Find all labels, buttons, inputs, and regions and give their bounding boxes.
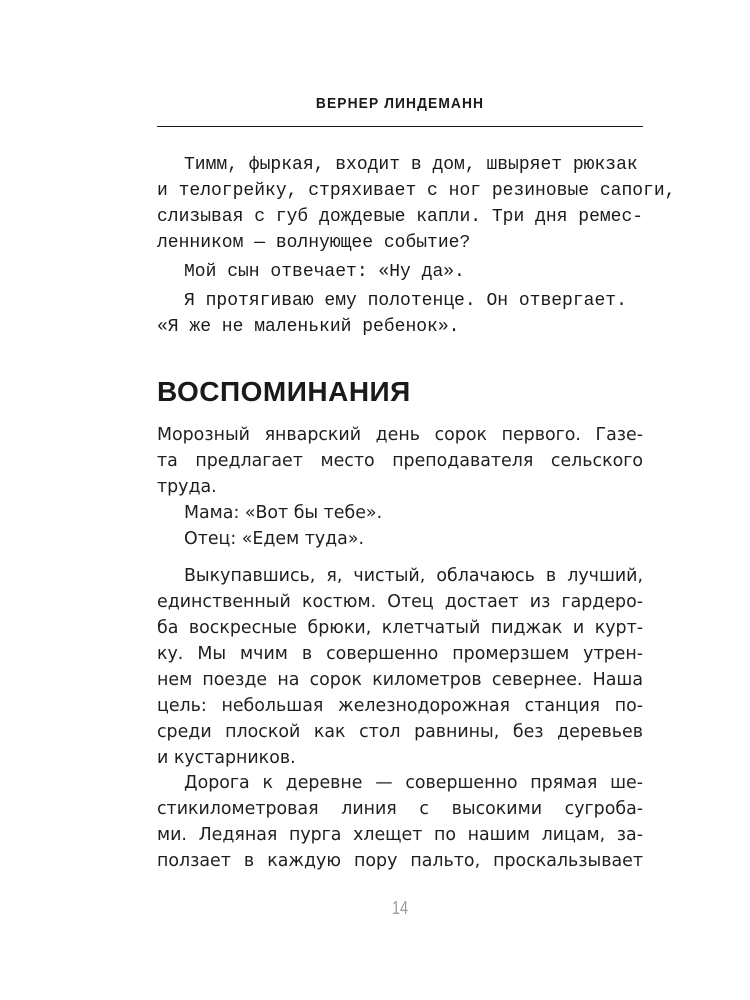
text-line: ленником — волнующее событие? [157, 233, 471, 253]
text-line: нем поезде на сорок километров севернее. Наша [157, 670, 643, 690]
intro-paragraph-2 [157, 259, 643, 285]
text-line: единственный костюм. Отец достает из гардеро- [157, 592, 643, 612]
text-line: Я протягиваю ему полотенце. Он отвергает. [184, 291, 627, 311]
text-line: стикилометровая линия с высокими сугроба- [157, 799, 643, 819]
intro-paragraph-1 [157, 152, 676, 256]
dialogue-father: Отец: «Едем туда». [184, 529, 365, 549]
header-rule [157, 126, 643, 127]
intro-text [157, 152, 676, 340]
text-line: Дорога к деревне — совершенно прямая ше- [184, 773, 643, 793]
dialogue-mama: Мама: «Вот бы тебе». [184, 503, 383, 523]
intro-paragraph-3 [157, 288, 643, 340]
text-line: Морозный январский день сорок первого. Газе- [157, 425, 643, 445]
body-paragraph-3 [157, 770, 643, 874]
text-line: ку. Мы мчим в совершенно промерзшем утрен- [157, 644, 643, 664]
section-title: ВОСПОМИНАНИЯ [157, 376, 411, 407]
text-line: ба воскресные брюки, клетчатый пиджак и курт- [157, 618, 643, 638]
text-line: слизывая с губ дождевые капли. Три дня ремес- [157, 207, 644, 227]
text-line: «Я же не маленький ребенок». [157, 317, 460, 337]
text-line: Мой сын отвечает: «Ну да». [184, 262, 465, 282]
text-line: труда. [157, 477, 217, 497]
running-header: ВЕРНЕР ЛИНДЕМАНН [315, 95, 485, 112]
body-paragraph-2 [157, 563, 643, 771]
body-paragraph-1 [157, 422, 643, 552]
text-line: цель: небольшая железнодорожная станция по- [157, 696, 643, 716]
text-line: Тимм, фыркая, входит в дом, швыряет рюкзак [184, 155, 638, 175]
text-line: ползает в каждую пору пальто, проскальзывает [157, 851, 643, 871]
text-line: Выкупавшись, я, чистый, облачаюсь в лучший, [184, 566, 643, 586]
text-line: среди плоской как стол равнины, без деревьев [157, 722, 643, 742]
text-line: и кустарников. [157, 748, 296, 768]
text-line: та предлагает место преподавателя сельского [157, 451, 643, 471]
page-number: 14 [391, 898, 409, 918]
text-line: и телогрейку, стряхивает с ног резиновые сапоги, [157, 181, 676, 201]
text-line: ми. Ледяная пурга хлещет по нашим лицам, за- [157, 825, 643, 845]
